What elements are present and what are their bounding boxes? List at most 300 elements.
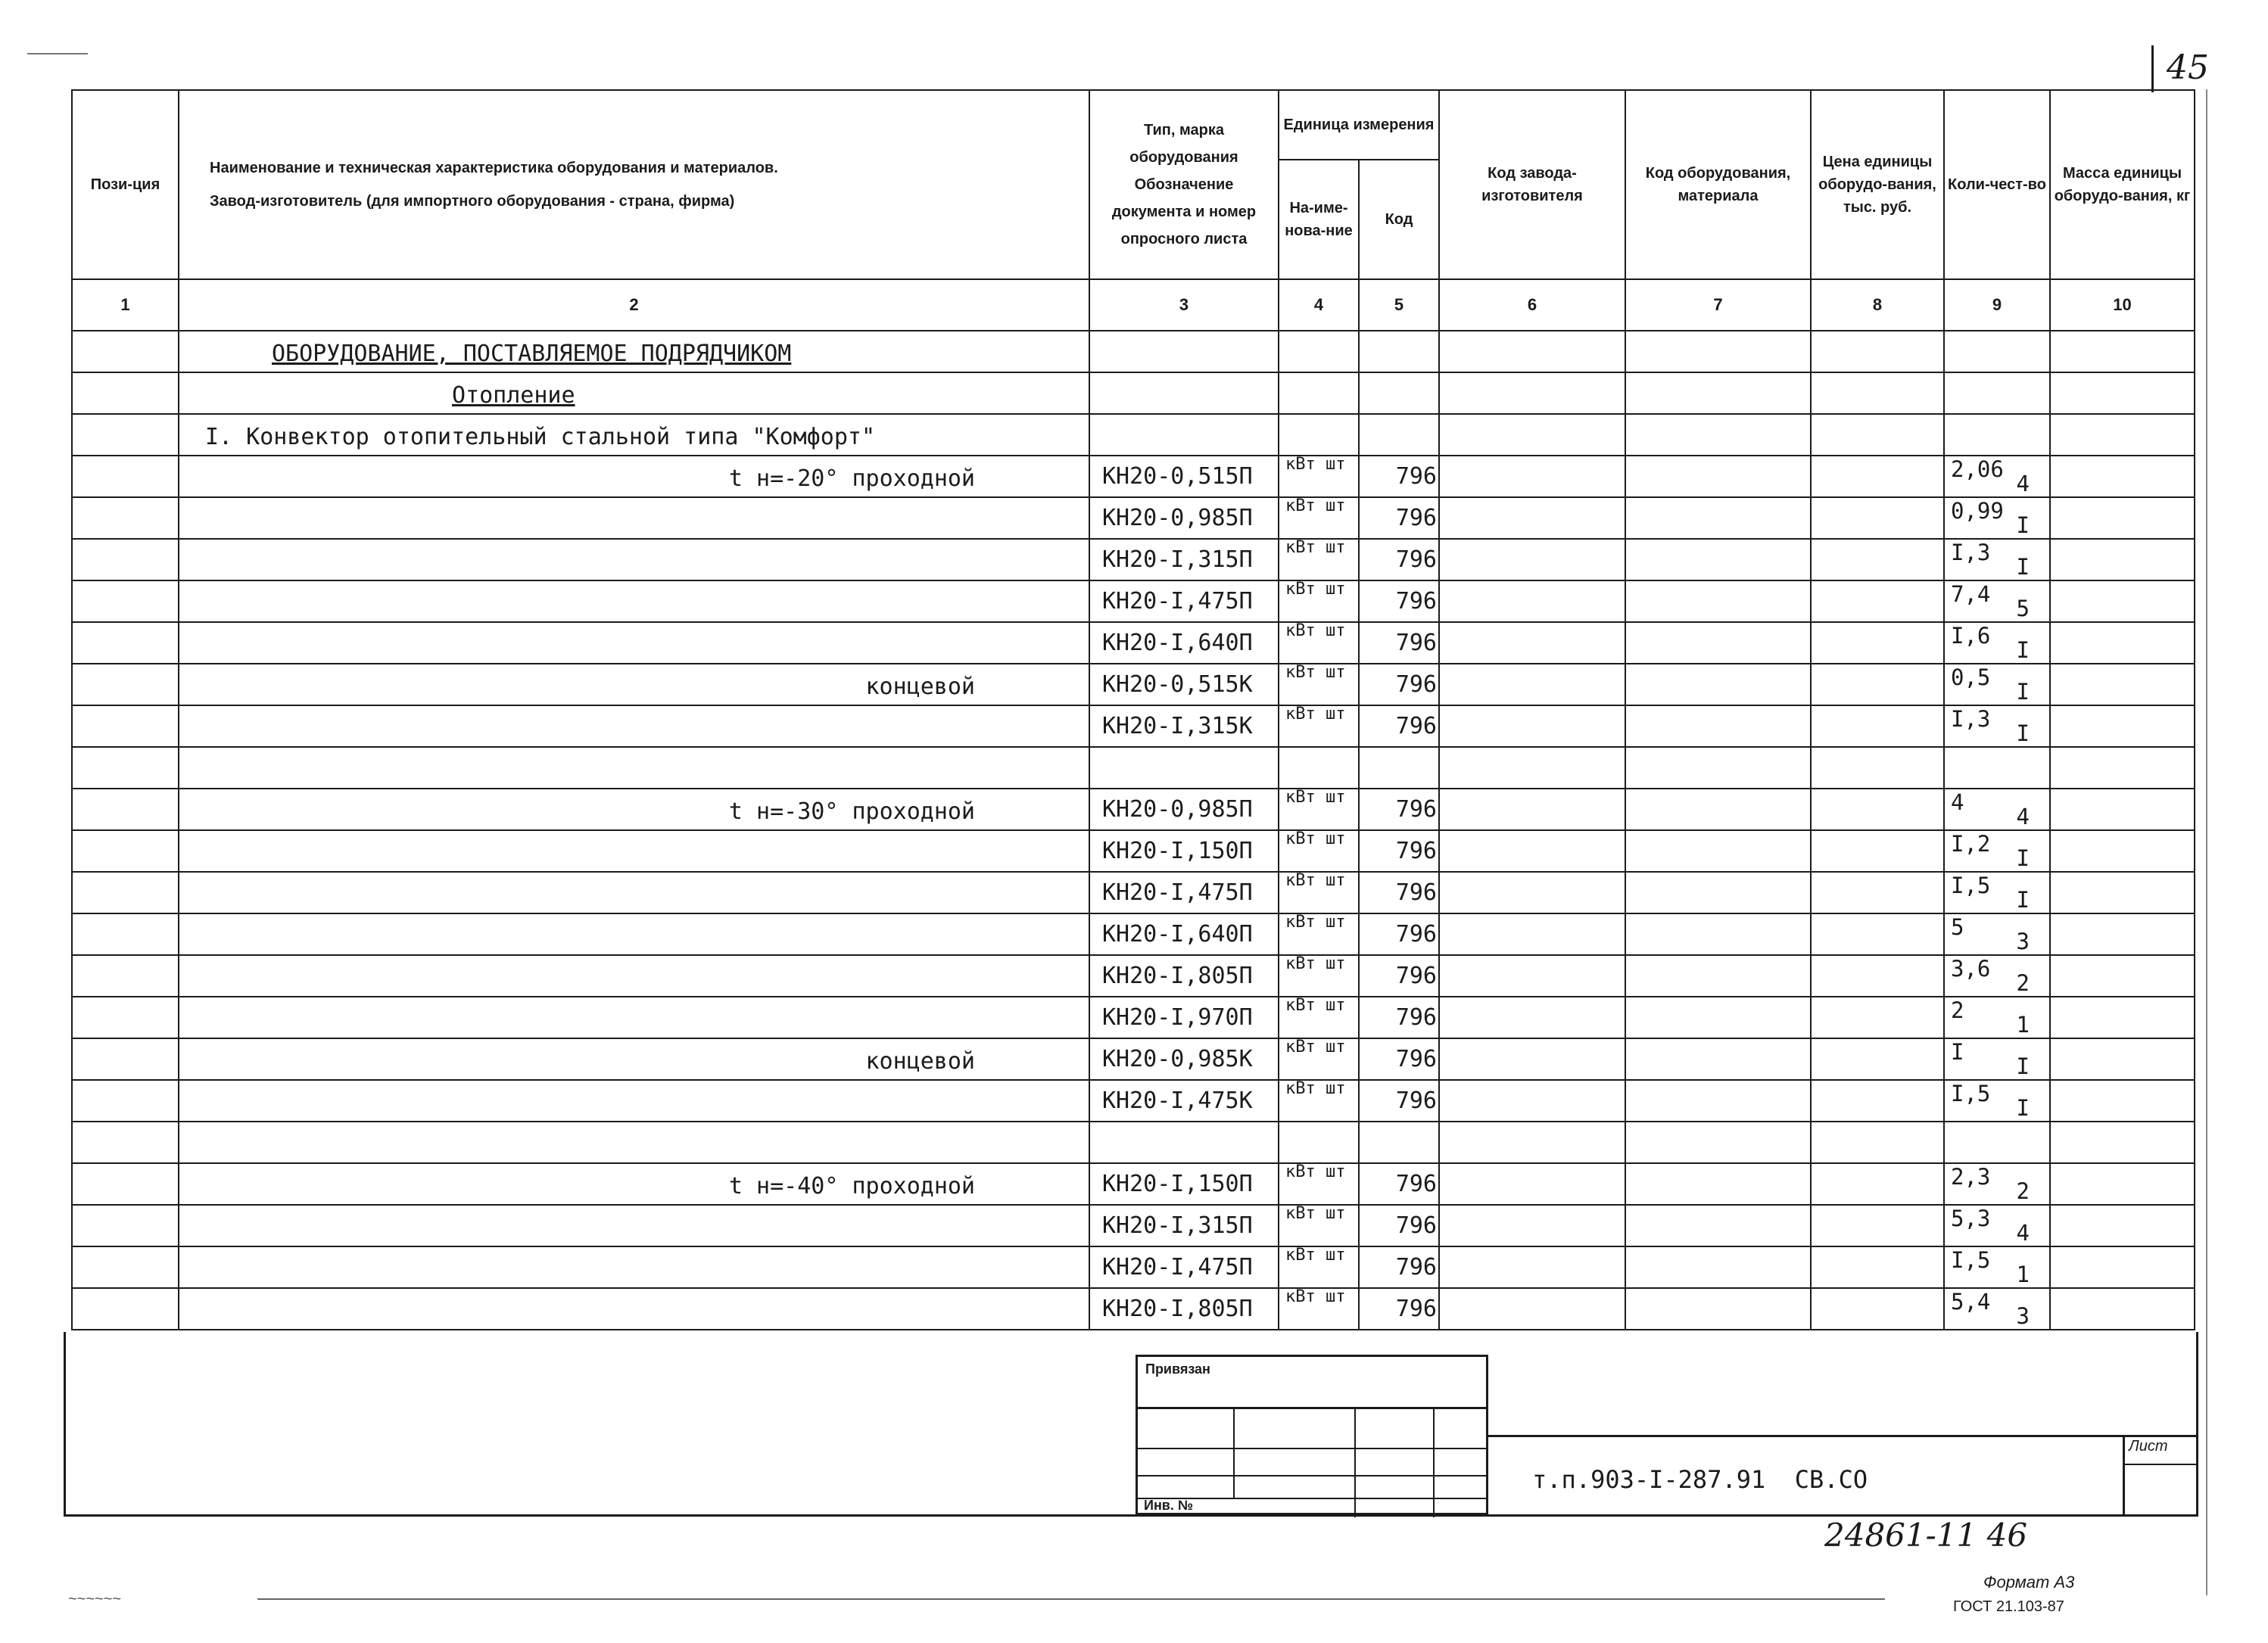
unit-name-cell: кВт шт: [1279, 1205, 1359, 1246]
unit-name-cell: кВт шт: [1279, 1038, 1359, 1080]
position-cell: [72, 872, 179, 913]
unit-name-cell: кВт шт: [1279, 497, 1359, 539]
type-code-cell: [1089, 414, 1279, 456]
equipment-code-cell: [1625, 497, 1811, 539]
table-row: [72, 872, 2195, 913]
position-cell: [72, 497, 179, 539]
quantity-pieces: I: [2016, 720, 2030, 746]
top-scratch-line: [27, 53, 88, 54]
equipment-code-cell: [1625, 1038, 1811, 1080]
quantity-pieces: 3: [2016, 1303, 2030, 1329]
equipment-code-cell: [1625, 456, 1811, 497]
table-row: [72, 789, 2195, 830]
quantity-cell: [1944, 664, 2050, 705]
table-row: [72, 1163, 2195, 1205]
plant-code-cell: [1439, 1246, 1625, 1288]
quantity-pieces: 4: [2016, 1220, 2030, 1246]
plant-code-cell: [1439, 705, 1625, 747]
plant-code-cell: [1439, 1288, 1625, 1330]
header-unit-name: На-име-нова-ние: [1279, 160, 1359, 279]
header-unit-group: Единица измерения: [1279, 90, 1439, 160]
name-cell: [179, 664, 1089, 705]
equipment-code-cell: [1625, 1122, 1811, 1163]
mass-cell: [2050, 747, 2195, 789]
quantity-value: I,5: [1951, 1081, 1991, 1106]
table-row: [72, 372, 2195, 414]
unit-name-cell: кВт шт: [1279, 1288, 1359, 1330]
quantity-value: 2: [1951, 997, 1964, 1023]
header-equipment-code: Код оборудования, материала: [1625, 90, 1811, 279]
price-cell: [1811, 872, 1944, 913]
name-cell: [179, 622, 1089, 664]
unit-code-cell: [1359, 372, 1439, 414]
col-number: 7: [1625, 279, 1811, 331]
table-row: [72, 955, 2195, 997]
unit-code-cell: 796: [1359, 872, 1439, 913]
price-cell: [1811, 497, 1944, 539]
specification-table: [71, 89, 2195, 1330]
plant-code-cell: [1439, 997, 1625, 1038]
quantity-pieces: I: [2016, 887, 2030, 913]
price-cell: [1811, 1163, 1944, 1205]
mass-cell: [2050, 1288, 2195, 1330]
unit-code-cell: 796: [1359, 497, 1439, 539]
quantity-value: I: [1951, 1039, 1964, 1065]
quantity-pieces: 4: [2016, 471, 2030, 496]
quantity-cell: [1944, 830, 2050, 872]
price-cell: [1811, 1288, 1944, 1330]
plant-code-cell: [1439, 622, 1625, 664]
page-mark-bar: [2151, 45, 2154, 92]
table-row: [72, 664, 2195, 705]
item-name: t н=-30° проходной: [728, 798, 975, 825]
unit-name-cell: кВт шт: [1279, 456, 1359, 497]
quantity-cell: [1944, 747, 2050, 789]
equipment-code-cell: [1625, 331, 1811, 372]
unit-code-cell: 796: [1359, 1163, 1439, 1205]
stamp-line: [1354, 1407, 1356, 1517]
quantity-value: I,3: [1951, 540, 1991, 565]
plant-code-cell: [1439, 789, 1625, 830]
unit-name-cell: кВт шт: [1279, 539, 1359, 580]
unit-name-cell: кВт шт: [1279, 664, 1359, 705]
type-code-cell: КН20-I,475П: [1089, 1246, 1279, 1288]
name-cell: [179, 1080, 1089, 1122]
position-cell: [72, 997, 179, 1038]
mass-cell: [2050, 789, 2195, 830]
position-cell: [72, 580, 179, 622]
name-cell: [179, 747, 1089, 789]
unit-name-cell: кВт шт: [1279, 705, 1359, 747]
equipment-code-cell: [1625, 747, 1811, 789]
quantity-cell: [1944, 955, 2050, 997]
price-cell: [1811, 830, 1944, 872]
col-number: 8: [1811, 279, 1944, 331]
quantity-value: 2,06: [1951, 456, 2004, 482]
unit-name-cell: [1279, 414, 1359, 456]
col-number: 6: [1439, 279, 1625, 331]
quantity-pieces: I: [2016, 1053, 2030, 1079]
plant-code-cell: [1439, 539, 1625, 580]
col-number: 1: [72, 279, 179, 331]
position-cell: [72, 456, 179, 497]
col-number: 10: [2050, 279, 2195, 331]
type-code-cell: КН20-I,640П: [1089, 913, 1279, 955]
table-row: [72, 997, 2195, 1038]
price-cell: [1811, 539, 1944, 580]
quantity-cell: [1944, 580, 2050, 622]
quantity-value: 5: [1951, 914, 1964, 940]
position-cell: [72, 1288, 179, 1330]
header-type: Тип, марка оборудования Обозначение документа и номер опросного листа: [1089, 90, 1279, 279]
header-position: Пози-ция: [72, 90, 179, 279]
item-name: I. Конвектор отопительный стальной типа "Комфорт": [205, 424, 876, 450]
equipment-code-cell: [1625, 1288, 1811, 1330]
quantity-cell: [1944, 1122, 2050, 1163]
quantity-cell: [1944, 789, 2050, 830]
name-cell: [179, 1288, 1089, 1330]
quantity-pieces: I: [2016, 1095, 2030, 1121]
unit-code-cell: 796: [1359, 622, 1439, 664]
position-cell: [72, 1163, 179, 1205]
type-code-cell: КН20-I,315П: [1089, 1205, 1279, 1246]
unit-code-cell: 796: [1359, 913, 1439, 955]
table-row: [72, 622, 2195, 664]
col-number: 5: [1359, 279, 1439, 331]
unit-code-cell: [1359, 331, 1439, 372]
table-row: [72, 1288, 2195, 1330]
plant-code-cell: [1439, 830, 1625, 872]
table-row: [72, 1122, 2195, 1163]
item-name: ОБОРУДОВАНИЕ, ПОСТАВЛЯЕМОЕ ПОДРЯДЧИКОМ: [272, 341, 792, 367]
unit-name-cell: кВт шт: [1279, 580, 1359, 622]
quantity-value: I,3: [1951, 706, 1991, 732]
item-name: t н=-40° проходной: [728, 1173, 975, 1200]
item-name: концевой: [865, 674, 975, 700]
page-number: 45: [2167, 48, 2209, 87]
plant-code-cell: [1439, 664, 1625, 705]
quantity-value: 7,4: [1951, 581, 1991, 607]
table-row: [72, 913, 2195, 955]
type-code-cell: [1089, 747, 1279, 789]
price-cell: [1811, 372, 1944, 414]
mass-cell: [2050, 414, 2195, 456]
unit-name-cell: кВт шт: [1279, 872, 1359, 913]
unit-code-cell: 796: [1359, 580, 1439, 622]
position-cell: [72, 1246, 179, 1288]
mass-cell: [2050, 1205, 2195, 1246]
name-cell: [179, 955, 1089, 997]
name-cell: [179, 539, 1089, 580]
type-code-cell: КН20-I,475К: [1089, 1080, 1279, 1122]
unit-code-cell: 796: [1359, 705, 1439, 747]
inventory-label: Инв. №: [1144, 1498, 1193, 1513]
price-cell: [1811, 414, 1944, 456]
table-row: [72, 1038, 2195, 1080]
unit-name-cell: кВт шт: [1279, 622, 1359, 664]
bottom-left-note: ~~~~~~: [68, 1591, 122, 1607]
equipment-code-cell: [1625, 622, 1811, 664]
mass-cell: [2050, 705, 2195, 747]
table-row: [72, 580, 2195, 622]
quantity-pieces: I: [2016, 512, 2030, 538]
quantity-pieces: 3: [2016, 929, 2030, 954]
equipment-code-cell: [1625, 539, 1811, 580]
quantity-pieces: 2: [2016, 1178, 2030, 1204]
mass-cell: [2050, 1163, 2195, 1205]
table-row: [72, 830, 2195, 872]
name-cell: [179, 1205, 1089, 1246]
position-cell: [72, 539, 179, 580]
header-plant-code: Код завода-изготовителя: [1439, 90, 1625, 279]
gost-label: ГОСТ 21.103-87: [1953, 1598, 2064, 1615]
name-cell: [179, 913, 1089, 955]
quantity-value: 5,4: [1951, 1289, 1991, 1315]
quantity-cell: [1944, 1080, 2050, 1122]
equipment-code-cell: [1625, 1246, 1811, 1288]
mass-cell: [2050, 331, 2195, 372]
unit-name-cell: кВт шт: [1279, 1246, 1359, 1288]
table-row: [72, 1246, 2195, 1288]
price-cell: [1811, 1246, 1944, 1288]
equipment-code-cell: [1625, 789, 1811, 830]
unit-code-cell: 796: [1359, 539, 1439, 580]
header-quantity: Коли-чест-во: [1944, 90, 2050, 279]
equipment-code-cell: [1625, 414, 1811, 456]
quantity-value: I,5: [1951, 1247, 1991, 1273]
plant-code-cell: [1439, 913, 1625, 955]
price-cell: [1811, 1122, 1944, 1163]
plant-code-cell: [1439, 872, 1625, 913]
quantity-value: I,2: [1951, 831, 1991, 857]
equipment-code-cell: [1625, 1205, 1811, 1246]
quantity-cell: [1944, 456, 2050, 497]
name-cell: [179, 1122, 1089, 1163]
unit-name-cell: кВт шт: [1279, 913, 1359, 955]
quantity-cell: [1944, 1246, 2050, 1288]
plant-code-cell: [1439, 372, 1625, 414]
document-code: т.п.903-I-287.91 СВ.СО: [1532, 1465, 1868, 1494]
stamp-line: [1233, 1407, 1235, 1499]
name-cell: [179, 830, 1089, 872]
quantity-cell: [1944, 622, 2050, 664]
price-cell: [1811, 1038, 1944, 1080]
price-cell: [1811, 331, 1944, 372]
quantity-cell: [1944, 913, 2050, 955]
position-cell: [72, 664, 179, 705]
mass-cell: [2050, 997, 2195, 1038]
unit-code-cell: 796: [1359, 456, 1439, 497]
quantity-cell: [1944, 1038, 2050, 1080]
unit-code-cell: 796: [1359, 955, 1439, 997]
quantity-cell: [1944, 705, 2050, 747]
plant-code-cell: [1439, 331, 1625, 372]
type-code-cell: КН20-I,805П: [1089, 955, 1279, 997]
quantity-value: 5,3: [1951, 1206, 1991, 1231]
equipment-code-cell: [1625, 830, 1811, 872]
position-cell: [72, 705, 179, 747]
plant-code-cell: [1439, 1038, 1625, 1080]
position-cell: [72, 830, 179, 872]
col-number: 4: [1279, 279, 1359, 331]
unit-name-cell: кВт шт: [1279, 1163, 1359, 1205]
mass-cell: [2050, 456, 2195, 497]
price-cell: [1811, 456, 1944, 497]
stamp-line: [1433, 1407, 1435, 1517]
quantity-pieces: 1: [2016, 1012, 2030, 1038]
quantity-cell: [1944, 539, 2050, 580]
equipment-code-cell: [1625, 1163, 1811, 1205]
mass-cell: [2050, 497, 2195, 539]
type-code-cell: КН20-0,985П: [1089, 497, 1279, 539]
table-row: [72, 539, 2195, 580]
mass-cell: [2050, 1080, 2195, 1122]
table-row: [72, 497, 2195, 539]
quantity-value: I,5: [1951, 873, 1991, 898]
unit-name-cell: кВт шт: [1279, 789, 1359, 830]
type-code-cell: КН20-I,640П: [1089, 622, 1279, 664]
quantity-value: 4: [1951, 789, 1964, 815]
type-code-cell: КН20-I,805П: [1089, 1288, 1279, 1330]
unit-code-cell: [1359, 414, 1439, 456]
quantity-value: 0,99: [1951, 498, 2004, 524]
plant-code-cell: [1439, 497, 1625, 539]
price-cell: [1811, 747, 1944, 789]
header-unit-code: Код: [1359, 160, 1439, 279]
unit-name-cell: [1279, 1122, 1359, 1163]
table-row: [72, 747, 2195, 789]
table-row: [72, 1080, 2195, 1122]
item-name: t н=-20° проходной: [728, 465, 975, 492]
unit-name-cell: кВт шт: [1279, 1080, 1359, 1122]
sheet-cell-divider: [2123, 1464, 2198, 1465]
unit-code-cell: 796: [1359, 1038, 1439, 1080]
price-cell: [1811, 622, 1944, 664]
unit-name-cell: [1279, 747, 1359, 789]
sheet-label: Лист: [2129, 1438, 2168, 1455]
name-cell: [179, 1246, 1089, 1288]
table-row: [72, 456, 2195, 497]
type-code-cell: КН20-0,985К: [1089, 1038, 1279, 1080]
price-cell: [1811, 913, 1944, 955]
type-code-cell: КН20-I,150П: [1089, 1163, 1279, 1205]
position-cell: [72, 331, 179, 372]
unit-code-cell: 796: [1359, 1205, 1439, 1246]
type-code-cell: [1089, 372, 1279, 414]
header-name-line1: Наименование и техническая характеристика оборудования и материалов.: [210, 160, 778, 176]
mass-cell: [2050, 580, 2195, 622]
name-cell: [179, 1038, 1089, 1080]
unit-code-cell: [1359, 1122, 1439, 1163]
name-cell: [179, 497, 1089, 539]
mass-cell: [2050, 1038, 2195, 1080]
equipment-code-cell: [1625, 1080, 1811, 1122]
mass-cell: [2050, 913, 2195, 955]
type-code-cell: КН20-0,515П: [1089, 456, 1279, 497]
item-name: Отопление: [452, 382, 575, 409]
quantity-value: 3,6: [1951, 956, 1991, 982]
position-cell: [72, 1080, 179, 1122]
equipment-code-cell: [1625, 372, 1811, 414]
binding-label: Привязан: [1145, 1361, 1210, 1377]
binding-stamp: [1136, 1355, 1488, 1515]
mass-cell: [2050, 622, 2195, 664]
quantity-cell: [1944, 1288, 2050, 1330]
col-number: 2: [179, 279, 1089, 331]
mass-cell: [2050, 372, 2195, 414]
quantity-cell: [1944, 1205, 2050, 1246]
quantity-cell: [1944, 872, 2050, 913]
name-cell: [179, 456, 1089, 497]
quantity-cell: [1944, 414, 2050, 456]
quantity-pieces: 4: [2016, 804, 2030, 829]
table-row: [72, 705, 2195, 747]
quantity-pieces: 5: [2016, 596, 2030, 621]
quantity-pieces: I: [2016, 679, 2030, 705]
unit-code-cell: 796: [1359, 664, 1439, 705]
column-number-row: [72, 279, 2195, 331]
quantity-cell: [1944, 997, 2050, 1038]
unit-name-cell: кВт шт: [1279, 997, 1359, 1038]
mass-cell: [2050, 1246, 2195, 1288]
quantity-pieces: 1: [2016, 1262, 2030, 1287]
position-cell: [72, 622, 179, 664]
table-row: [72, 1205, 2195, 1246]
name-cell: [179, 1163, 1089, 1205]
title-block-top: [1488, 1435, 2198, 1437]
position-cell: [72, 1038, 179, 1080]
name-cell: [179, 872, 1089, 913]
table-row: [72, 331, 2195, 372]
quantity-cell: [1944, 372, 2050, 414]
unit-name-cell: [1279, 372, 1359, 414]
name-cell: [179, 997, 1089, 1038]
equipment-code-cell: [1625, 872, 1811, 913]
type-code-cell: КН20-I,970П: [1089, 997, 1279, 1038]
position-cell: [72, 372, 179, 414]
equipment-code-cell: [1625, 913, 1811, 955]
equipment-code-cell: [1625, 955, 1811, 997]
quantity-pieces: I: [2016, 845, 2030, 871]
item-name: концевой: [865, 1048, 975, 1075]
plant-code-cell: [1439, 414, 1625, 456]
name-cell: [179, 414, 1089, 456]
equipment-code-cell: [1625, 580, 1811, 622]
price-cell: [1811, 789, 1944, 830]
unit-name-cell: кВт шт: [1279, 830, 1359, 872]
mass-cell: [2050, 955, 2195, 997]
position-cell: [72, 747, 179, 789]
table-row: [72, 414, 2195, 456]
header-name-line2: Завод-изготовитель (для импортного оборудования - страна, фирма): [210, 193, 735, 210]
sheet-cell-divider: [2123, 1435, 2125, 1517]
plant-code-cell: [1439, 955, 1625, 997]
equipment-code-cell: [1625, 705, 1811, 747]
quantity-cell: [1944, 497, 2050, 539]
bottom-rule: [257, 1598, 1885, 1600]
price-cell: [1811, 997, 1944, 1038]
unit-code-cell: 796: [1359, 789, 1439, 830]
equipment-code-cell: [1625, 664, 1811, 705]
col-number: 3: [1089, 279, 1279, 331]
plant-code-cell: [1439, 747, 1625, 789]
unit-code-cell: 796: [1359, 830, 1439, 872]
unit-code-cell: 796: [1359, 1080, 1439, 1122]
header-name: [179, 90, 1089, 279]
name-cell: [179, 789, 1089, 830]
plant-code-cell: [1439, 1163, 1625, 1205]
unit-code-cell: [1359, 747, 1439, 789]
